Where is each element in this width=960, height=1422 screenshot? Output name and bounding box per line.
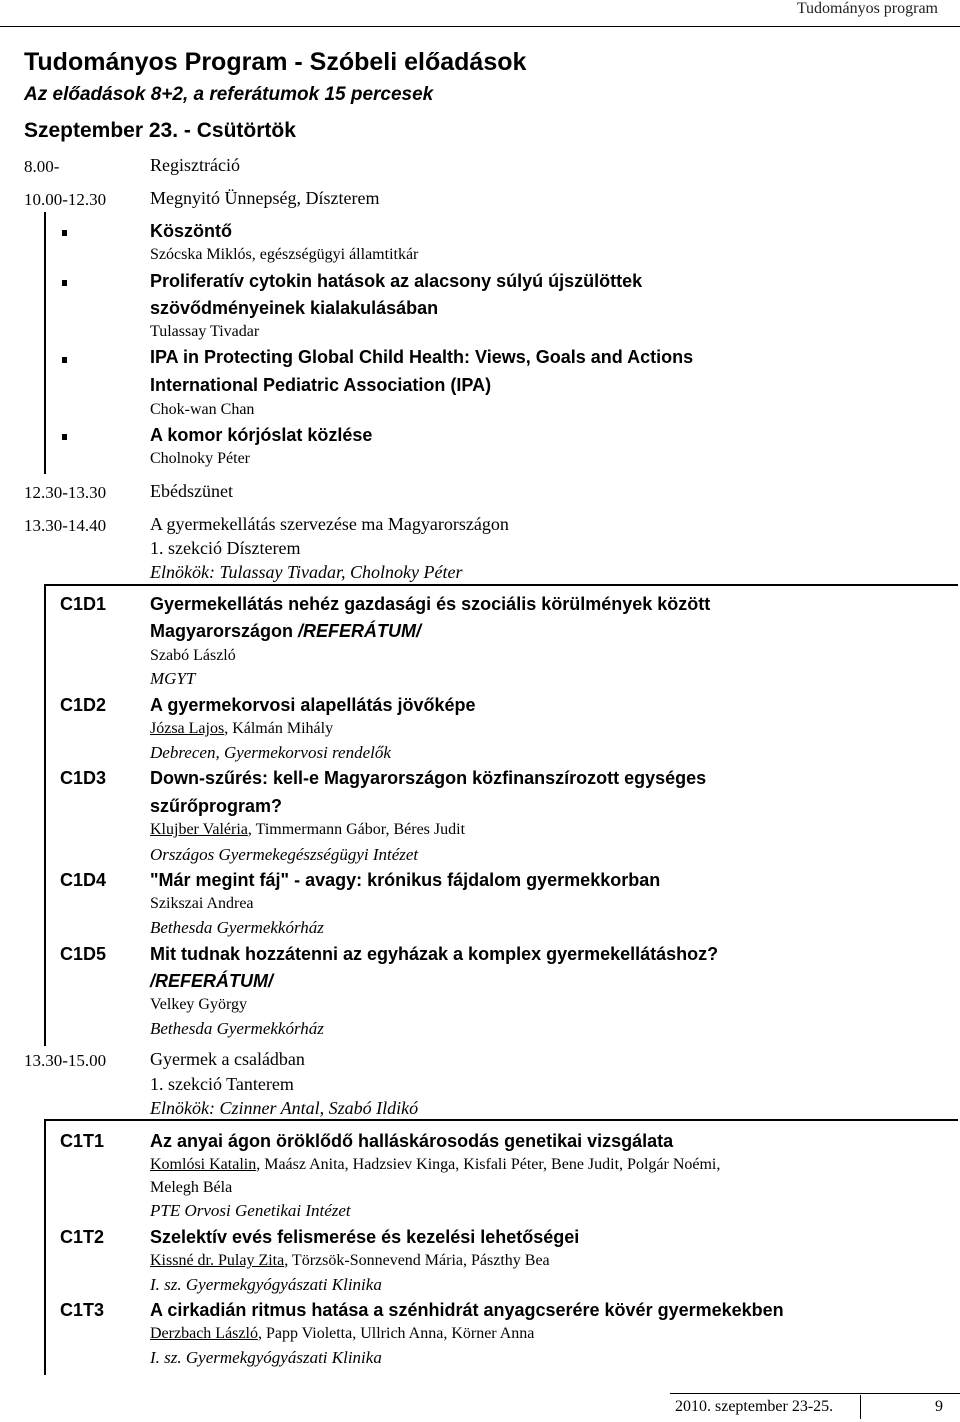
schedule-text: Regisztráció xyxy=(150,155,240,175)
talk-title: szűrőprogram? xyxy=(150,796,283,816)
co-authors: , Papp Violetta, Ullrich Anna, Körner Anna xyxy=(257,1325,535,1342)
talk-speaker: Cholnoky Péter xyxy=(150,450,250,467)
day-heading: Szeptember 23. - Csütörtök xyxy=(24,119,296,142)
talk-institution: I. sz. Gyermekgyógyászati Klinika xyxy=(150,1275,382,1294)
talk-authors xyxy=(150,1325,534,1343)
talk-authors: Velkey György xyxy=(150,996,248,1013)
talk-title: IPA in Protecting Global Child Health: Views, Goals and Actions xyxy=(150,347,694,367)
talk-code: C1D4 xyxy=(60,870,107,890)
co-authors: , Maász Anita, Hadzsiev Kinga, Kisfali Péter, Bene Judit, Polgár Noémi, xyxy=(256,1156,721,1173)
talk-authors xyxy=(150,1156,720,1174)
talk-institution: I. sz. Gyermekgyógyászati Klinika xyxy=(150,1348,382,1367)
opening-left-bar xyxy=(44,212,46,474)
session-rule xyxy=(44,584,958,586)
talk-authors xyxy=(150,821,465,839)
talk-title: Az anyai ágon öröklődő halláskárosodás genetikai vizsgálata xyxy=(150,1131,674,1151)
bullet-icon xyxy=(62,230,67,236)
talk-institution: PTE Orvosi Genetikai Intézet xyxy=(150,1201,351,1220)
talk-authors: Melegh Béla xyxy=(150,1179,233,1196)
presenting-author: Derzbach László xyxy=(150,1325,258,1342)
talk-code: C1D2 xyxy=(60,695,107,715)
presenting-author: Józsa Lajos xyxy=(150,720,225,737)
page-subtitle: Az előadások 8+2, a referátumok 15 percesek xyxy=(24,84,434,105)
presenting-author: Klujber Valéria xyxy=(150,821,248,838)
talk-title: Down-szűrés: kell-e Magyarországon közfinanszírozott egységes xyxy=(150,768,707,788)
talk-title: Köszöntő xyxy=(150,221,232,241)
talk-authors: Szabó László xyxy=(150,647,236,664)
presenting-author: Komlósi Katalin xyxy=(150,1156,257,1173)
page-title: Tudományos Program - Szóbeli előadások xyxy=(24,48,527,76)
talk-authors: Szikszai Andrea xyxy=(150,895,254,912)
session-time: 13.30-14.40 xyxy=(24,516,107,535)
schedule-time: 8.00- xyxy=(24,157,60,176)
header-rule xyxy=(0,26,960,27)
referatum-tag: /REFERÁTUM/ xyxy=(298,621,422,641)
page-number: 9 xyxy=(935,1398,943,1415)
talk-authors xyxy=(150,1252,550,1270)
session-time: 13.30-15.00 xyxy=(24,1051,107,1070)
talk-code: C1T1 xyxy=(60,1131,105,1151)
talk-title: Gyermekellátás nehéz gazdasági és szociális körülmények között xyxy=(150,594,711,614)
bullet-icon xyxy=(62,280,67,286)
session-left-bar xyxy=(44,1119,46,1375)
talk-institution: MGYT xyxy=(150,669,196,688)
footer-date: 2010. szeptember 23-25. xyxy=(675,1398,834,1415)
talk-title-line2 xyxy=(150,621,421,642)
schedule-time: 12.30-13.30 xyxy=(24,483,107,502)
talk-title: Proliferatív cytokin hatások az alacsony súlyú újszülöttek xyxy=(150,271,643,291)
footer-separator xyxy=(860,1395,861,1419)
talk-title: Magyarországon xyxy=(150,621,299,641)
talk-speaker: Tulassay Tivadar xyxy=(150,323,260,340)
schedule-text: Megnyitó Ünnepség, Díszterem xyxy=(150,188,380,208)
talk-code: C1T3 xyxy=(60,1300,105,1320)
talk-speaker: Chok-wan Chan xyxy=(150,401,255,418)
co-authors: , Kálmán Mihály xyxy=(224,720,334,737)
schedule-time: 10.00-12.30 xyxy=(24,190,107,209)
talk-institution: Bethesda Gyermekkórház xyxy=(150,918,324,937)
talk-code: C1D3 xyxy=(60,768,107,788)
session-title: A gyermekellátás szervezése ma Magyarországon xyxy=(150,514,509,534)
session-title: Gyermek a családban xyxy=(150,1049,305,1069)
session-room: 1. szekció Tanterem xyxy=(150,1074,294,1094)
talk-authors xyxy=(150,720,333,738)
running-head: Tudományos program xyxy=(796,0,938,17)
talk-title: Szelektív evés felismerése és kezelési lehetőségei xyxy=(150,1227,580,1247)
talk-institution: Országos Gyermekegészségügyi Intézet xyxy=(150,845,419,864)
session-left-bar xyxy=(44,584,46,1046)
session-rule xyxy=(44,1119,958,1121)
talk-speaker: Szócska Miklós, egészségügyi államtitkár xyxy=(150,246,419,263)
co-authors: , Törzsök-Sonnevend Mária, Pászthy Bea xyxy=(284,1252,550,1269)
bullet-icon xyxy=(62,434,67,440)
session-chairs: Elnökök: Tulassay Tivadar, Cholnoky Péter xyxy=(150,562,463,582)
presenting-author: Kissné dr. Pulay Zita xyxy=(150,1252,285,1269)
session-chairs: Elnökök: Czinner Antal, Szabó Ildikó xyxy=(150,1098,419,1118)
co-authors: , Timmermann Gábor, Béres Judit xyxy=(247,821,466,838)
referatum-tag: /REFERÁTUM/ xyxy=(150,971,273,991)
talk-title: International Pediatric Association (IPA) xyxy=(150,375,492,395)
schedule-text: Ebédszünet xyxy=(150,481,233,501)
talk-code: C1D5 xyxy=(60,944,107,964)
talk-code: C1D1 xyxy=(60,594,107,614)
session-room: 1. szekció Díszterem xyxy=(150,538,301,558)
talk-title: A gyermekorvosi alapellátás jövőképe xyxy=(150,695,476,715)
talk-title: szövődményeinek kialakulásában xyxy=(150,298,439,318)
talk-title: "Már megint fáj" - avagy: krónikus fájdalom gyermekkorban xyxy=(150,870,661,890)
talk-code: C1T2 xyxy=(60,1227,105,1247)
talk-title: A cirkadián ritmus hatása a szénhidrát anyagcserére kövér gyermekekben xyxy=(150,1300,784,1320)
talk-title: A komor kórjóslat közlése xyxy=(150,425,373,445)
talk-institution: Debrecen, Gyermekorvosi rendelők xyxy=(150,743,391,762)
talk-institution: Bethesda Gyermekkórház xyxy=(150,1019,324,1038)
talk-title: Mit tudnak hozzátenni az egyházak a komplex gyermekellátáshoz? xyxy=(150,944,719,964)
bullet-icon xyxy=(62,357,67,363)
